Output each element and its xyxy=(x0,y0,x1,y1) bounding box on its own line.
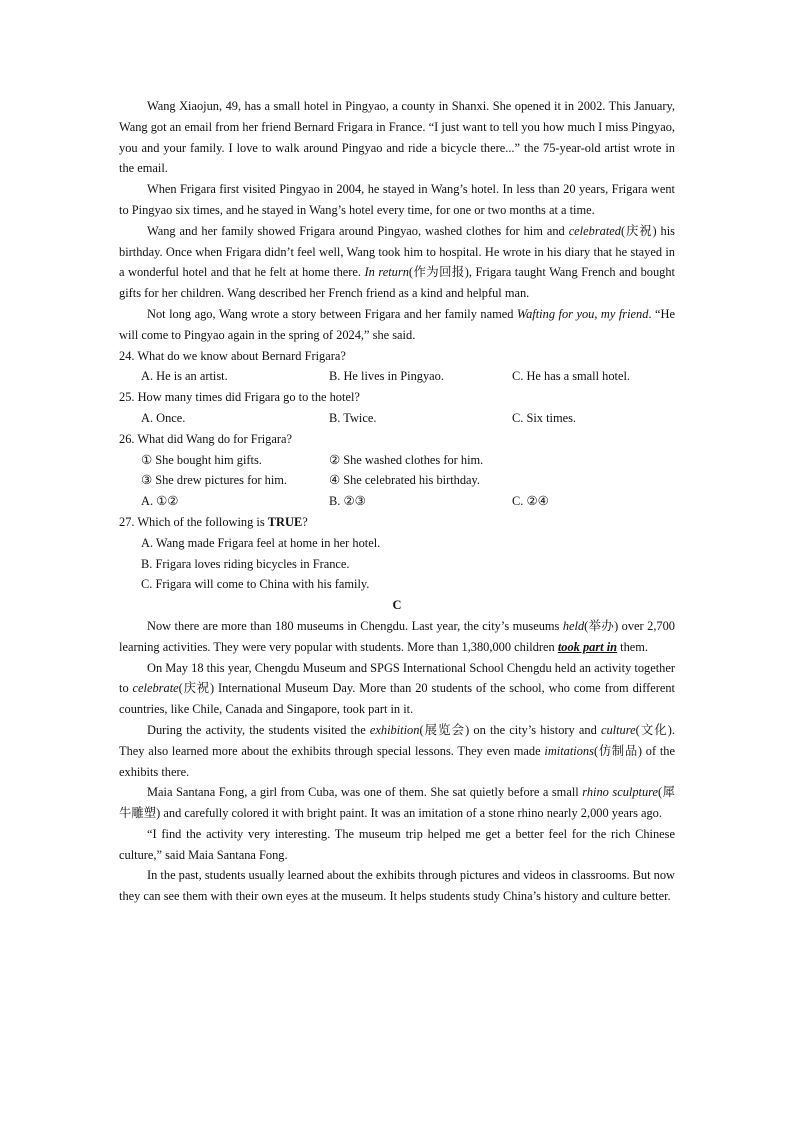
option-c[interactable]: C. ②④ xyxy=(512,494,549,509)
passage-c-paragraph-6: In the past, students usually learned about the exhibits through pictures and videos in classrooms. But now they can see them with their own eyes at the museum. It helps students study China’s history and culture better. xyxy=(119,868,675,904)
text-run: . “He will come to Pingyao again in the spring of 2024,” she said. xyxy=(119,306,675,342)
italic-term: In return xyxy=(364,265,409,280)
option-a[interactable]: A. Once. xyxy=(141,410,186,425)
statement-1: ① She bought him gifts. xyxy=(141,452,262,467)
italic-term: exhibition xyxy=(369,722,420,737)
text-run: On May 18 this year, Chengdu Museum and SPGS International School Chengdu held an activity together to xyxy=(119,660,675,696)
question-24-stem: 24. What do we know about Bernard Frigara? xyxy=(119,348,346,363)
option-c[interactable]: C. He has a small hotel. xyxy=(512,369,631,384)
question-25-options xyxy=(141,408,675,429)
question-26-statements-row-2 xyxy=(141,470,675,491)
option-b[interactable]: B. Frigara loves riding bicycles in France. xyxy=(141,556,350,571)
text-run: (庆祝) his birthday. Once when Frigara didn’t feel well, Wang took him to hospital. He wrote in his diary that he stayed in a wonderful hotel and that he felt at home there. xyxy=(119,223,676,280)
passage-b-paragraph-4 xyxy=(119,304,675,346)
statement-3: ③ She drew pictures for him. xyxy=(141,473,287,488)
passage-b-paragraph-3 xyxy=(119,221,675,304)
question-27-stem xyxy=(119,512,675,533)
passage-c-paragraph-1 xyxy=(119,616,675,658)
underlined-phrase: took part in xyxy=(557,639,618,654)
text-run: (文化). They also learned more about the exhibits through special lessons. They even made xyxy=(119,722,675,758)
text-run: (庆祝) International Museum Day. More than 20 students of the school, who come from different countries, like Chile, Canada and Singapore, took part in it. xyxy=(119,681,675,717)
option-b[interactable]: B. Twice. xyxy=(329,410,377,425)
text-run: (举办) over 2,700 learning activities. They were very popular with students. More than 1,380,000 children xyxy=(119,618,675,654)
text-run: Wang and her family showed Frigara around Pingyao, washed clothes for him and xyxy=(147,223,569,238)
passage-b-paragraph-1: Wang Xiaojun, 49, has a small hotel in Pingyao, a county in Shanxi. She opened it in 2002. This January, Wang got an email from her friend Bernard Frigara in France. “I just want to tell you how much I miss Pingyao, you and your family. I love to walk around Pingyao and ride a bicycle there...” the 75-year-old artist wrote in the email. xyxy=(119,99,675,176)
italic-term: celebrated xyxy=(568,223,621,238)
passage-c-paragraph-5: “I find the activity very interesting. The museum trip helped me get a better feel for the rich Chinese culture,” said Maia Santana Fong. xyxy=(119,826,675,862)
passage-c-paragraph-2 xyxy=(119,658,675,720)
text-run: (犀牛雕塑) and carefully colored it with bright paint. It was an imitation of a stone rhino nearly 2,000 years ago. xyxy=(119,785,675,821)
option-b[interactable]: B. ②③ xyxy=(329,494,366,509)
option-c[interactable]: C. Six times. xyxy=(512,410,577,425)
italic-term: held xyxy=(562,618,585,633)
exam-page xyxy=(119,96,675,907)
question-26-statements-row-1 xyxy=(141,450,675,471)
text-run: During the activity, the students visited the xyxy=(147,722,370,737)
italic-term: culture xyxy=(600,722,636,737)
story-title: Wafting for you, my friend xyxy=(516,306,649,321)
passage-c-paragraph-3 xyxy=(119,720,675,782)
italic-term: imitations xyxy=(544,743,594,758)
question-26-options xyxy=(141,491,675,512)
passage-b-paragraph-2: When Frigara first visited Pingyao in 2004, he stayed in Wang’s hotel. In less than 20 years, Frigara went to Pingyao six times, and he stayed in Wang’s hotel every time, for one or two months at a time. xyxy=(119,182,675,217)
text-run: Now there are more than 180 museums in Chengdu. Last year, the city’s museums xyxy=(147,618,563,633)
option-a[interactable]: A. He is an artist. xyxy=(141,369,228,384)
passage-c-paragraph-4 xyxy=(119,782,675,824)
statement-2: ② She washed clothes for him. xyxy=(329,452,484,467)
question-24-options xyxy=(141,366,675,387)
text-run: ? xyxy=(302,514,308,529)
question-26-stem: 26. What did Wang do for Frigara? xyxy=(119,431,293,446)
italic-term: rhino sculpture xyxy=(582,785,659,800)
statement-4: ④ She celebrated his birthday. xyxy=(329,473,481,488)
text-run: (作为回报), Frigara taught Wang French and bought gifts for her children. Wang described her French friend as a kind and helpful man. xyxy=(119,265,675,301)
section-heading: C xyxy=(392,598,402,613)
emphasis-true: TRUE xyxy=(267,514,303,529)
text-run: (展览会) on the city’s history and xyxy=(419,722,601,737)
text-run: them. xyxy=(617,639,649,654)
option-a[interactable]: A. ①② xyxy=(141,494,179,509)
text-run: Maia Santana Fong, a girl from Cuba, was one of them. She sat quietly before a small xyxy=(147,785,583,800)
option-a[interactable]: A. Wang made Frigara feel at home in her hotel. xyxy=(141,535,381,550)
text-run: 27. Which of the following is xyxy=(119,514,268,529)
italic-term: celebrate xyxy=(132,681,179,696)
option-b[interactable]: B. He lives in Pingyao. xyxy=(329,369,444,384)
text-run: Not long ago, Wang wrote a story between Frigara and her family named xyxy=(147,306,517,321)
option-c[interactable]: C. Frigara will come to China with his family. xyxy=(141,577,370,592)
text-run: (仿制品) of the exhibits there. xyxy=(119,743,675,779)
question-25-stem: 25. How many times did Frigara go to the hotel? xyxy=(119,390,360,405)
